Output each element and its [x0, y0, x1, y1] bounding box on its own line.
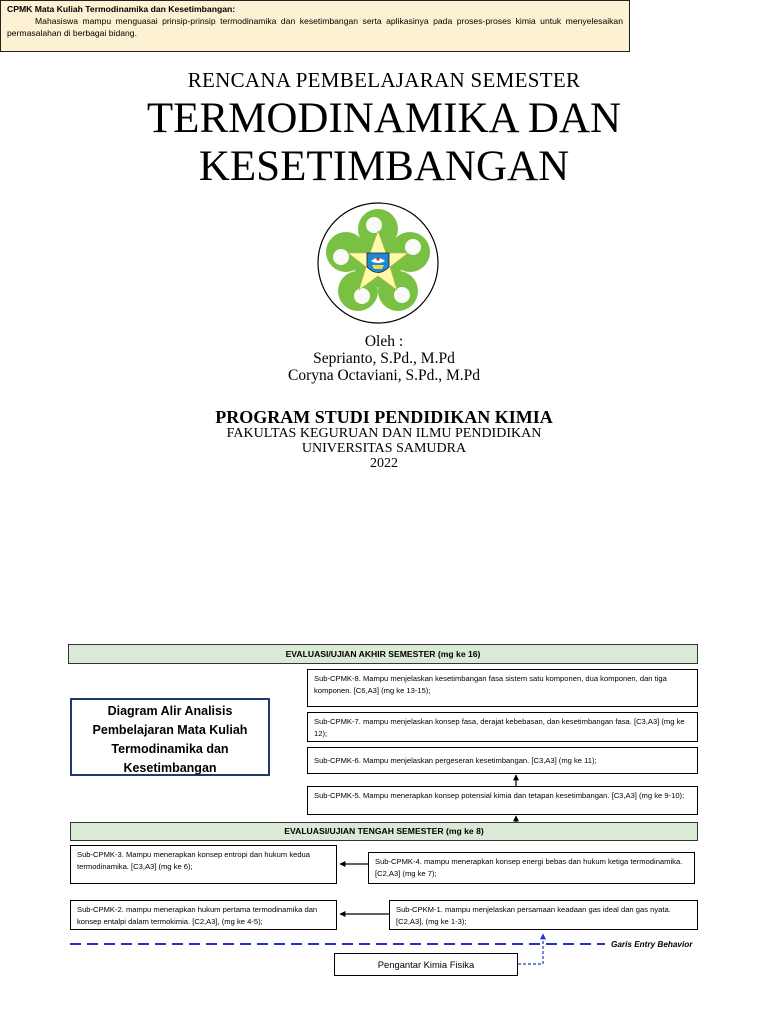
oleh-label: Oleh :	[364, 333, 404, 350]
author-name: Coryna Octaviani, S.Pd., M.Pd	[287, 367, 481, 384]
cpmk-heading: CPMK Mata Kuliah Termodinamika dan Kesetimbangan:	[7, 4, 236, 14]
sub-cpmk-4-box: Sub-CPMK-4. mampu menerapkan konsep energi bebas dan hukum ketiga termodinamika. [C2,A3] (mg ke 7);	[368, 852, 695, 884]
sub-cpmk-6-box: Sub-CPMK-6. Mampu menjelaskan pergeseran kesetimbangan. [C3,A3] (mg ke 11);	[307, 747, 698, 774]
diagram-title-box: Diagram Alir Analisis Pembelajaran Mata Kuliah Termodinamika dan Kesetimbangan	[70, 698, 270, 776]
sub-cpmk-2-box: Sub-CPMK-2. mampu menerapkan hukum pertama termodinamika dan konsep entalpi dalam termokimia. [C2,A3], (mg ke 4-5);	[70, 900, 337, 930]
sub-cpmk-8-box: Sub-CPMK-8. Mampu menjelaskan kesetimbangan fasa sistem satu komponen, dua komponen, dan tiga komponen. [C6,A3] (mg ke 13-15);	[307, 669, 698, 707]
university-name: UNIVERSITAS SAMUDRA	[301, 441, 467, 456]
cpmk-box	[0, 0, 630, 52]
document-title-line-2: KESETIMBANGAN	[198, 143, 570, 190]
sub-cpmk-3-box: Sub-CPMK-3. Mampu menerapkan konsep entropi dan hukum kedua termodinamika. [C3,A3] (mg ke 6);	[70, 845, 337, 884]
uts-bar: EVALUASI/UJIAN TENGAH SEMESTER (mg ke 8)	[70, 822, 698, 841]
sub-cpmk-1-box: Sub-CPKM-1. mampu menjelaskan persamaan keadaan gas ideal dan gas nyata. [C2,A3], (mg ke 1-3);	[389, 900, 698, 930]
document-year: 2022	[370, 456, 398, 471]
arrow-pengantar-to-sub1	[518, 934, 543, 964]
university-emblem-icon	[316, 201, 440, 325]
document-subtitle: RENCANA PEMBELAJARAN SEMESTER	[187, 68, 581, 92]
entry-behavior-label: Garis Entry Behavior	[611, 940, 693, 949]
document-title-line-1: TERMODINAMIKA DAN	[146, 95, 622, 142]
author-name: Seprianto, S.Pd., M.Pd	[313, 350, 455, 367]
sub-cpmk-5-box: Sub-CPMK-5. Mampu menerapkan konsep potensial kimia dan tetapan kesetimbangan. [C3,A3] (mg ke 9-10);	[307, 786, 698, 815]
sub-cpmk-7-box: Sub-CPMK-7. mampu menjelaskan konsep fasa, derajat kebebasan, dan kesetimbangan fasa. [C3,A3] (mg ke 12);	[307, 712, 698, 742]
faculty-name: FAKULTAS KEGURUAN DAN ILMU PENDIDIKAN	[226, 426, 542, 441]
program-name: PROGRAM STUDI PENDIDIKAN KIMIA	[215, 407, 553, 427]
pengantar-box: Pengantar Kimia Fisika	[334, 953, 518, 976]
cpmk-text: Mahasiswa mampu menguasai prinsip-prinsip termodinamika dan kesetimbangan serta aplikasinya pada proses-proses kimia untuk menyelesaikan permasalahan di berbagai bidang.	[7, 16, 623, 38]
uas-bar: EVALUASI/UJIAN AKHIR SEMESTER (mg ke 16)	[68, 644, 698, 664]
